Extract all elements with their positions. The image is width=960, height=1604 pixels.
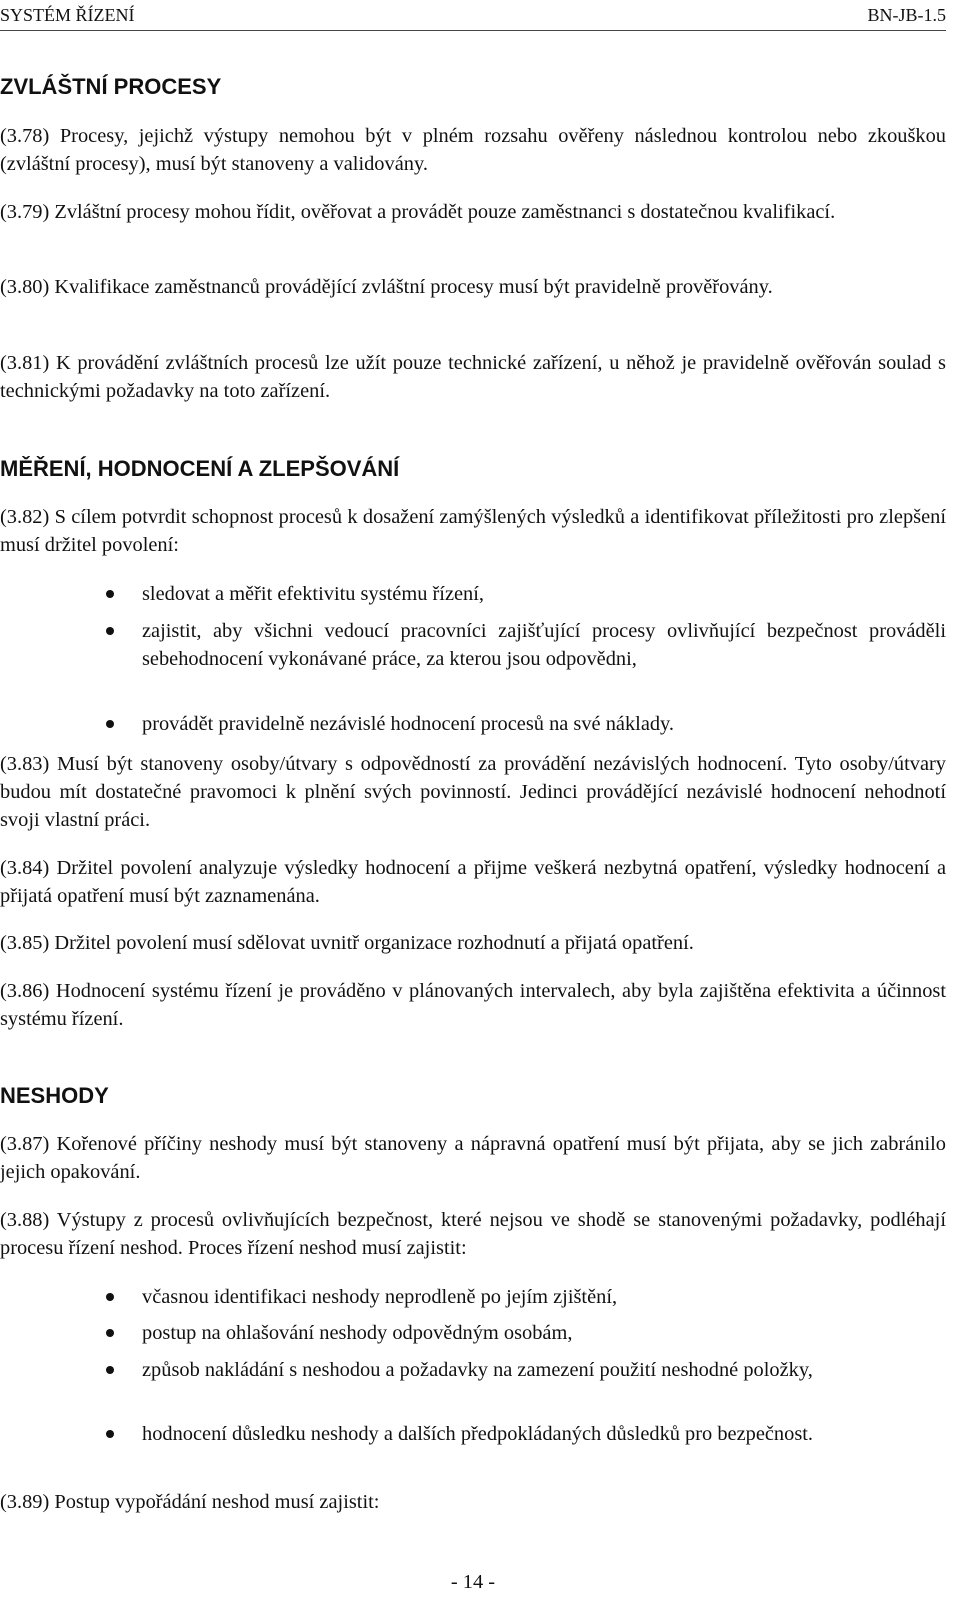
header-left: SYSTÉM ŘÍZENÍ: [0, 5, 135, 25]
page-number: - 14 -: [450, 1571, 496, 1593]
heading-measurement: MĚŘENÍ, HODNOCENÍ A ZLEPŠOVÁNÍ: [0, 456, 400, 481]
paragraph-3-81: (3.81) K provádění zvláštních procesů lze užít pouze technické zařízení, u něhož je pravidelně ověřován soulad s technickými požadavky na toto zařízení.: [0, 352, 946, 402]
list-item: sledovat a měřit efektivitu systému řízení,: [0, 580, 946, 608]
paragraph-3-89: (3.89) Postup vypořádání neshod musí zajistit:: [0, 1491, 380, 1513]
bullet-icon: [106, 1293, 114, 1301]
paragraph-3-78: (3.78) Procesy, jejichž výstupy nemohou být v plném rozsahu ověřeny následnou kontrolou nebo zkouškou (zvláštní procesy), musí být stanoveny a validovány.: [0, 125, 946, 175]
paragraph-3-87: (3.87) Kořenové příčiny neshody musí být stanoveny a nápravná opatření musí být přijata, aby se jich zabránilo jejich opakování.: [0, 1133, 946, 1183]
bullet-icon: [106, 720, 114, 728]
header-right: BN-JB-1.5: [867, 5, 946, 25]
list-item: postup na ohlašování neshody odpovědným osobám,: [0, 1319, 946, 1347]
paragraph-3-85: (3.85) Držitel povolení musí sdělovat uvnitř organizace rozhodnutí a přijatá opatření.: [0, 932, 694, 954]
list-item: včasnou identifikaci neshody neprodleně po jejím zjištění,: [0, 1283, 946, 1311]
header-rule: [0, 30, 946, 31]
heading-nonconformity: NESHODY: [0, 1083, 109, 1108]
paragraph-3-82: (3.82) S cílem potvrdit schopnost procesů k dosažení zamýšlených výsledků a identifikovat příležitosti pro zlepšení musí držitel povolení:: [0, 506, 946, 556]
section-title-measurement: [0, 454, 946, 484]
paragraph-3-86: (3.86) Hodnocení systému řízení je prováděno v plánovaných intervalech, aby byla zajištěna efektivita a účinnost systému řízení.: [0, 980, 946, 1030]
heading-special: ZVLÁŠTNÍ PROCESY: [0, 74, 222, 99]
bullet-icon: [106, 1366, 114, 1374]
paragraph-3-88: (3.88) Výstupy z procesů ovlivňujících bezpečnost, které nejsou ve shodě se stanovenými požadavky, podléhají procesu řízení neshod. Proces řízení neshod musí zajistit:: [0, 1209, 946, 1259]
list-item: zajistit, aby všichni vedoucí pracovníci zajišťující procesy ovlivňující bezpečnost prováděli sebehodnocení vykonávané práce, za kterou jsou odpovědni,: [0, 617, 946, 673]
bullet-icon: [106, 1430, 114, 1438]
paragraph-3-83: (3.83) Musí být stanoveny osoby/útvary s odpovědností za provádění nezávislých hodnocení. Tyto osoby/útvary budou mít dostatečné pravomoci k plnění svých povinností. Jedinci provádějící nezávislé hodnocení nehodnotí svoji vlastní práci.: [0, 753, 946, 831]
list-item: hodnocení důsledku neshody a dalších předpokládaných důsledků pro bezpečnost.: [0, 1420, 946, 1448]
section-title-nonconformity: [0, 1081, 946, 1111]
list-item: způsob nakládání s neshodou a požadavky na zamezení použití neshodné položky,: [0, 1356, 946, 1384]
bullet-icon: [106, 627, 114, 635]
paragraph-3-80: (3.80) Kvalifikace zaměstnanců provádějící zvláštní procesy musí být pravidelně prověřovány.: [0, 276, 773, 298]
paragraph-3-79: (3.79) Zvláštní procesy mohou řídit, ověřovat a provádět pouze zaměstnanci s dostatečnou kvalifikací.: [0, 201, 836, 223]
bullet-icon: [106, 1329, 114, 1337]
section-title-special: [0, 72, 946, 102]
bullet-icon: [106, 590, 114, 598]
paragraph-3-84: (3.84) Držitel povolení analyzuje výsledky hodnocení a přijme veškerá nezbytná opatření, výsledky hodnocení a přijatá opatření musí být zaznamenána.: [0, 857, 946, 907]
list-item: provádět pravidelně nezávislé hodnocení procesů na své náklady.: [0, 710, 946, 738]
